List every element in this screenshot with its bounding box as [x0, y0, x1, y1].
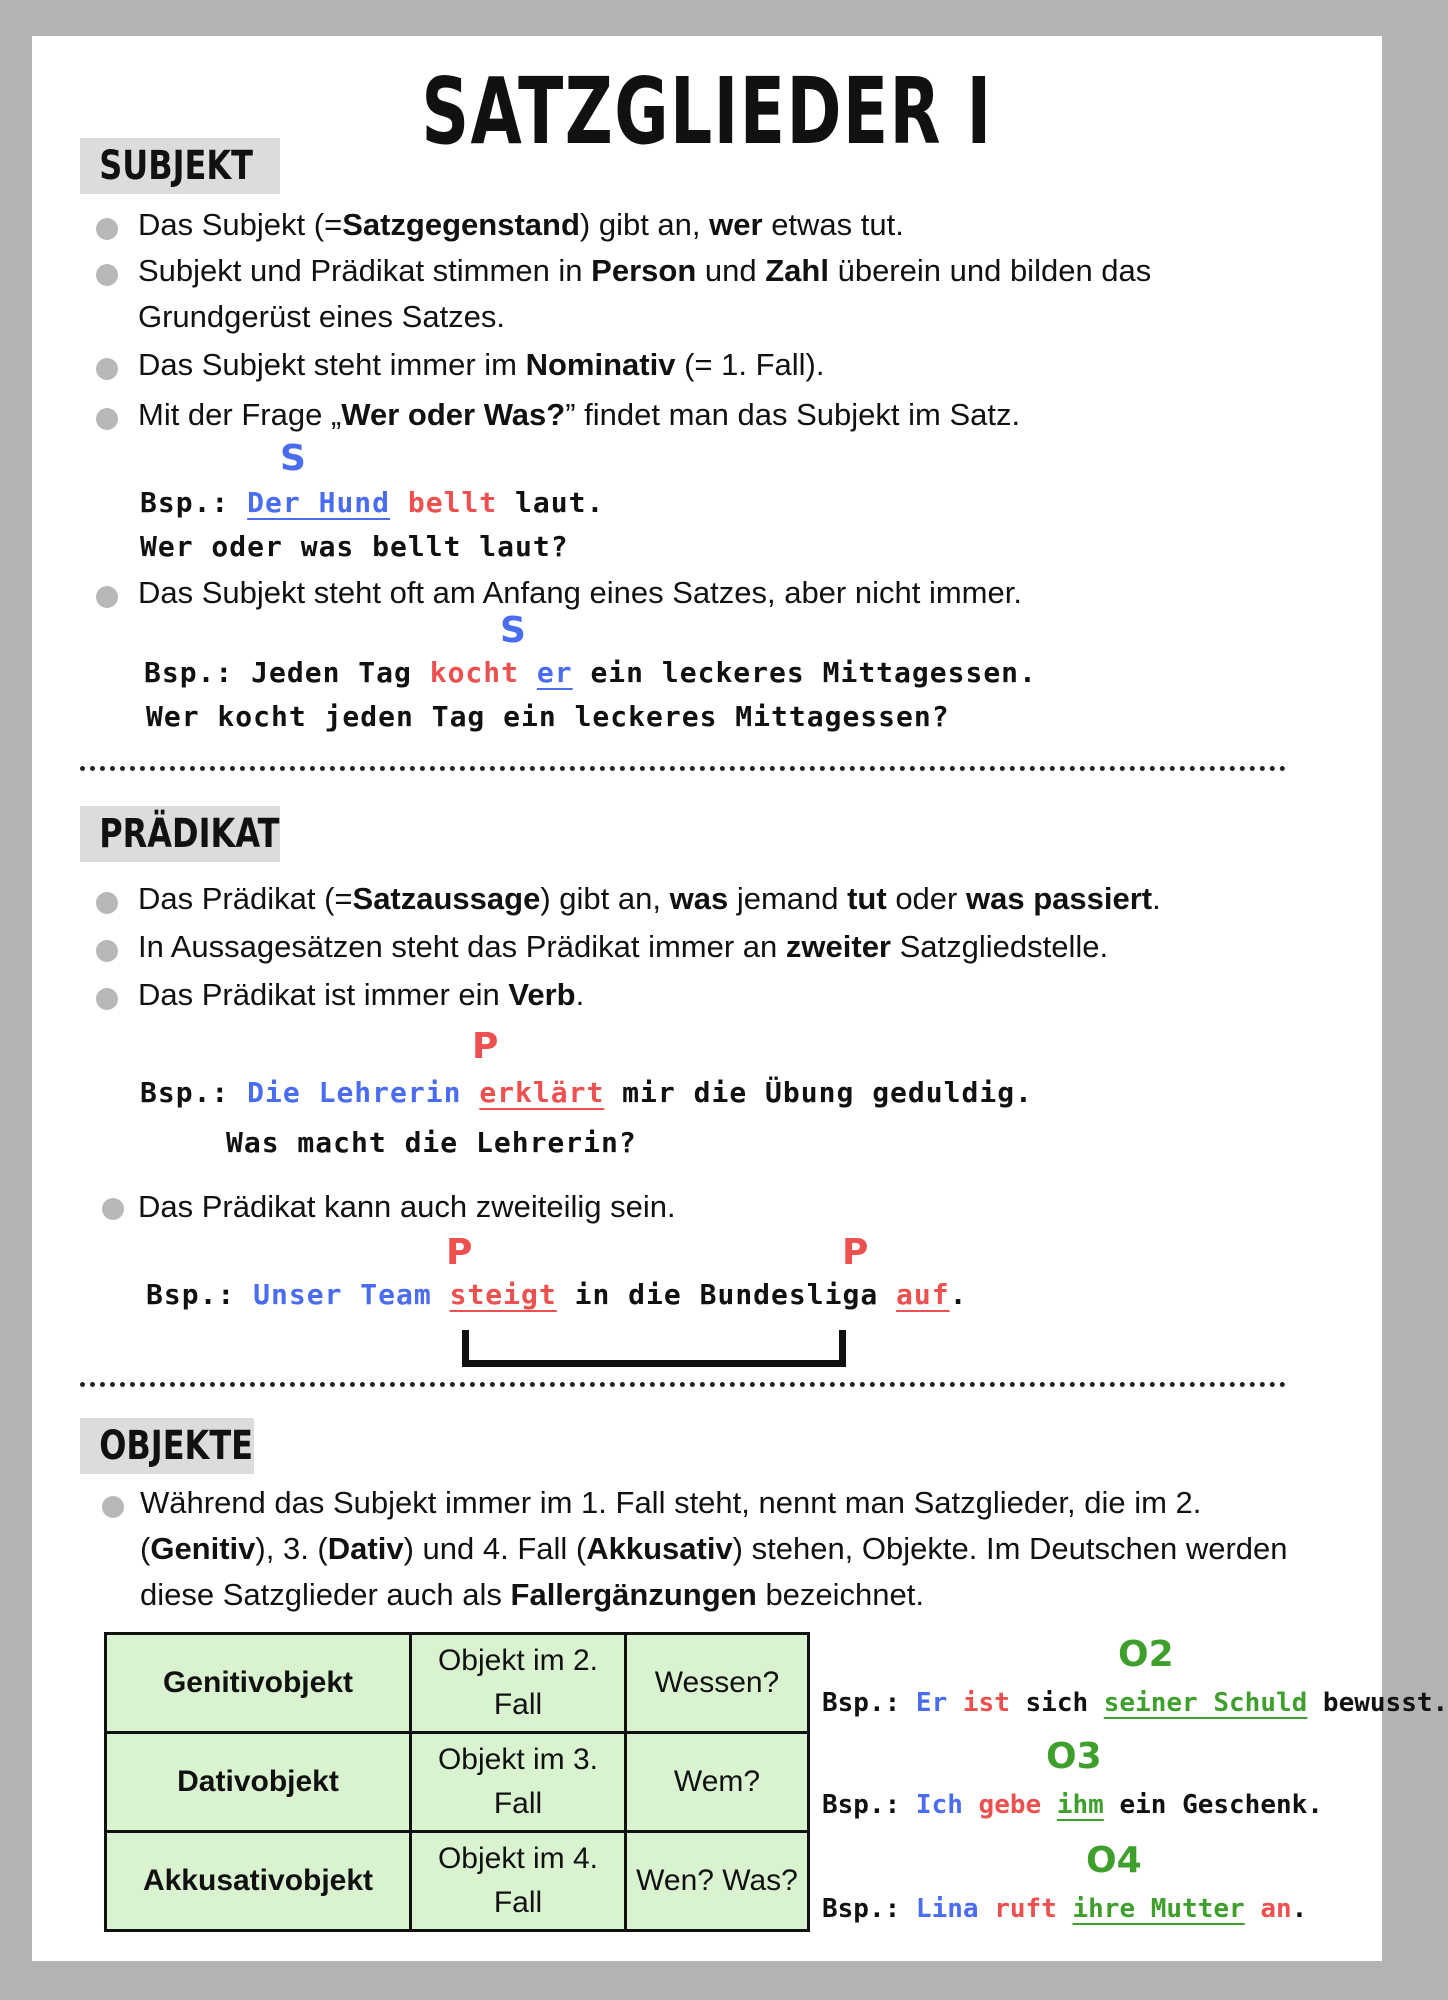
bullet-icon — [102, 1198, 124, 1220]
bullet-icon — [96, 358, 118, 380]
example-question: Wer kocht jeden Tag ein leckeres Mittagessen? — [146, 700, 950, 733]
table-cell: Objekt im 3. Fall — [411, 1733, 626, 1832]
table-cell: Wem? — [626, 1733, 809, 1832]
bullet-icon — [96, 264, 118, 286]
bullet-icon — [102, 1496, 124, 1518]
bullet-icon — [96, 940, 118, 962]
worksheet: SATZGLIEDER I SUBJEKT Das Subjekt (=Satzgegenstand) gibt an, wer etwas tut. Subjekt und Prädikat stimmen in Person und Zahl überein und bilden das Grundgerüst eines Satzes. Das Subjekt steht immer im Nominativ (= 1. Fall). Mit der Frage „Wer oder Was?” findet man das Subjekt im Satz. S Bsp.: Der Hund bellt laut. Wer oder was bellt laut? Das Subjekt steht oft am Anfang eines Satzes, aber nicht immer. S Bsp.: Jeden Tag kocht er ein leckeres Mittagessen. Wer kocht jeden Tag ein leckeres Mittagessen? PRÄDIKAT Das Prädikat (=Satzaussage) gibt an, was jemand tut oder was passiert. In Aussagesätzen steht das Prädikat immer an zweiter Satzgliedstelle. Das Prädikat ist immer ein Verb. P Bsp.: Die Lehrerin erklärt mir die Übung geduldig. Was macht die Lehrerin? Das Prädikat kann auch zweiteilig sein. P P Bsp.: Unser Team steigt in die Bundesliga auf. OBJEKTE Während das Subjekt immer im 1. Fall steht, nennt man Satzglieder, die im 2. (Genitiv), 3. (Dativ) und 4. Fall (Akkusativ) stehen, Objekte. Im Deutschen werden diese Satzglieder auch als Fallergänzungen bezeichnet. Genitivobjekt Objekt im 2. Fall Wessen? Dativobjekt Objekt im 3. Fall Wem? Akkusativobjekt Objekt im 4. Fall Wen? Was? O2 Bsp.: Er ist sich seiner Schuld bewusst. O3 Bsp.: Ich gebe ihm ein Geschenk. O4 Bsp.: Lina ruft ihre Mutter an. — [32, 36, 1382, 1961]
section-label-praedikat: PRÄDIKAT — [80, 806, 280, 862]
object-marker: O4 — [1086, 1840, 1142, 1881]
example-sentence: Bsp.: Unser Team steigt in die Bundesliga auf. — [146, 1278, 968, 1311]
example-sentence: Bsp.: Der Hund bellt laut. — [140, 486, 605, 519]
bullet-icon — [96, 408, 118, 430]
bullet-icon — [96, 988, 118, 1010]
predicate-marker: P — [472, 1026, 499, 1067]
predicate-marker: P — [446, 1232, 473, 1273]
page-title: SATZGLIEDER I — [421, 58, 993, 165]
bullet-icon — [96, 892, 118, 914]
table-cell: Dativobjekt — [106, 1733, 411, 1832]
predicate-marker: P — [842, 1232, 869, 1273]
table-cell: Objekt im 4. Fall — [411, 1832, 626, 1931]
example-sentence: Bsp.: Ich gebe ihm ein Geschenk. — [822, 1790, 1323, 1820]
object-marker: O2 — [1118, 1634, 1174, 1675]
subject-marker: S — [280, 438, 306, 479]
bullet-icon — [96, 218, 118, 240]
example-sentence: Bsp.: Lina ruft ihre Mutter an. — [822, 1894, 1308, 1924]
table-row — [106, 1832, 809, 1931]
dotted-divider — [80, 766, 1286, 771]
bracket-connector — [462, 1330, 846, 1367]
table-row — [106, 1634, 809, 1733]
objects-table — [104, 1632, 810, 1932]
section-label-objekte: OBJEKTE — [80, 1418, 254, 1474]
table-cell: Wessen? — [626, 1634, 809, 1733]
bullet-icon — [96, 586, 118, 608]
section-label-subjekt: SUBJEKT — [80, 138, 280, 194]
table-cell: Genitivobjekt — [106, 1634, 411, 1733]
example-sentence: Bsp.: Jeden Tag kocht er ein leckeres Mittagessen. — [144, 656, 1037, 689]
example-question: Was macht die Lehrerin? — [226, 1126, 637, 1159]
example-question: Wer oder was bellt laut? — [140, 530, 569, 563]
example-sentence: Bsp.: Er ist sich seiner Schuld bewusst. — [822, 1688, 1448, 1718]
table-row — [106, 1733, 809, 1832]
table-cell: Akkusativobjekt — [106, 1832, 411, 1931]
subject-marker: S — [500, 610, 526, 651]
object-marker: O3 — [1046, 1736, 1102, 1777]
example-sentence: Bsp.: Die Lehrerin erklärt mir die Übung geduldig. — [140, 1076, 1033, 1109]
table-cell: Wen? Was? — [626, 1832, 809, 1931]
dotted-divider — [80, 1382, 1286, 1387]
table-cell: Objekt im 2. Fall — [411, 1634, 626, 1733]
